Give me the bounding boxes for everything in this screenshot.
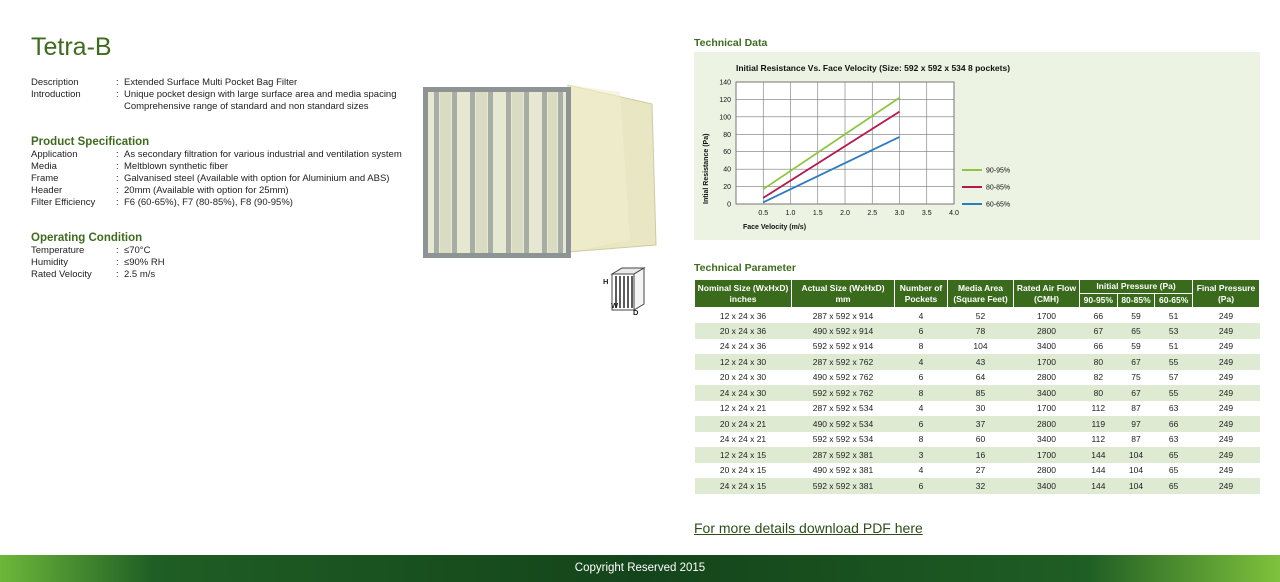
table-cell: 249 <box>1218 310 1234 321</box>
table-cell: 6 <box>918 372 924 383</box>
spec-value: ≤90% RH <box>124 257 165 268</box>
table-cell: 66 <box>1093 341 1104 352</box>
table-cell: 85 <box>948 385 1014 401</box>
table-cell: 8 <box>918 341 924 352</box>
col-header-actual: Actual Size (WxHxD) mm <box>792 280 895 308</box>
overview-row <box>31 101 444 113</box>
table-cell: 112 <box>1091 403 1106 414</box>
table-cell: 104 <box>1128 465 1144 476</box>
table-cell: 87 <box>1131 403 1141 414</box>
table-cell: 12 x 24 x 15 <box>695 447 792 463</box>
table-cell: 66 <box>1093 310 1104 321</box>
table-cell: 287 x 592 x 914 <box>812 310 874 321</box>
table-cell: 43 <box>948 354 1014 370</box>
spec-value: Galvanised steel (Available with option for Aluminium and ABS) <box>124 173 390 184</box>
operating-heading: Operating Condition <box>31 232 143 244</box>
table-cell: 55 <box>1155 354 1193 370</box>
table-cell: 32 <box>948 478 1014 494</box>
y-axis-label: Intial Resistance (Pa) <box>703 133 710 204</box>
x-tick-label: 1.5 <box>812 210 823 217</box>
table-cell: 12 x 24 x 30 <box>695 354 792 370</box>
table-cell: 249 <box>1218 341 1234 352</box>
dimension-cube-icon <box>602 264 652 318</box>
table-cell: 27 <box>975 465 986 476</box>
table-cell: 249 <box>1193 385 1260 401</box>
spec-row: Humidity : ≤90% RH <box>31 257 444 269</box>
table-cell: 249 <box>1193 478 1260 494</box>
operating-list <box>31 245 444 281</box>
table-cell: 65 <box>1117 323 1155 339</box>
table-cell: 20 x 24 x 21 <box>695 416 792 432</box>
spec-label: Media <box>31 161 57 172</box>
table-cell: 67 <box>1117 354 1155 370</box>
table-cell: 63 <box>1168 434 1179 445</box>
table-cell: 67 <box>1117 385 1155 401</box>
col-header-airflow: Rated Air Flow (CMH) <box>1014 280 1080 308</box>
x-tick-label: 1.0 <box>785 210 796 217</box>
legend-label: 80-85% <box>986 184 1011 192</box>
table-row <box>695 432 1260 448</box>
table-cell: 249 <box>1218 372 1234 383</box>
x-tick-label: 2.5 <box>867 210 878 217</box>
table-cell: 55 <box>1155 385 1193 401</box>
table-cell: 249 <box>1218 434 1234 445</box>
y-tick-label: 80 <box>723 131 731 139</box>
table-cell: 80 <box>1080 385 1118 401</box>
table-cell: 249 <box>1193 416 1260 432</box>
table-cell: 52 <box>975 310 986 321</box>
table-cell: 16 <box>948 447 1014 463</box>
spec-value: 2.5 m/s <box>124 269 156 280</box>
product-photo <box>420 80 658 258</box>
table-cell: 144 <box>1080 478 1118 494</box>
table-cell: 2800 <box>1014 323 1080 339</box>
col-header-pockets: Number of Pockets <box>895 280 948 308</box>
table-cell: 144 <box>1080 447 1118 463</box>
overview-list <box>31 77 444 113</box>
table-cell: 4 <box>918 310 924 321</box>
spec-row: Frame : Galvanised steel (Available with option for Aluminium and ABS) <box>31 173 444 185</box>
table-cell: 6 <box>895 478 948 494</box>
table-cell: 60 <box>975 434 986 445</box>
overview-row: Description : Extended Surface Multi Pocket Bag Filter <box>31 77 444 89</box>
table-cell: 51 <box>1168 310 1179 321</box>
page-title: Tetra-B <box>31 33 112 61</box>
table-cell: 3400 <box>1037 341 1056 352</box>
spec-label: Application <box>31 149 78 160</box>
table-cell: 63 <box>1168 403 1179 414</box>
table-cell: 1700 <box>1014 354 1080 370</box>
x-tick-label: 4.0 <box>949 210 959 217</box>
table-cell: 12 x 24 x 21 <box>719 403 767 414</box>
table-row <box>695 478 1260 494</box>
dimension-w-label: W <box>611 301 619 310</box>
table-cell: 104 <box>1117 447 1155 463</box>
spec-row: Application : As secondary filtration for various industrial and ventilation system <box>31 149 444 161</box>
spec-row: Header : 20mm (Available with option for 25mm) <box>31 185 444 197</box>
table-cell: 12 x 24 x 36 <box>719 310 767 321</box>
table-cell: 65 <box>1155 478 1193 494</box>
table-cell: 4 <box>895 354 948 370</box>
table-cell: 287 x 592 x 381 <box>792 447 895 463</box>
table-cell: 490 x 592 x 914 <box>792 323 895 339</box>
table-cell: 2800 <box>1014 416 1080 432</box>
table-cell: 3 <box>895 447 948 463</box>
col-header-initial-6065: 60-65% <box>1155 294 1193 308</box>
technical-data-heading: Technical Data <box>694 37 768 49</box>
table-cell: 249 <box>1193 323 1260 339</box>
spec-row: Temperature : ≤70°C <box>31 245 444 257</box>
table-cell: 144 <box>1091 465 1106 476</box>
x-tick-label: 3.5 <box>921 210 932 217</box>
spec-label: Rated Velocity <box>31 269 92 280</box>
x-tick-label: 3.0 <box>894 210 905 217</box>
spec-label: Humidity <box>31 257 68 268</box>
table-cell: 59 <box>1131 310 1141 321</box>
spec-value: Comprehensive range of standard and non standard sizes <box>124 101 369 112</box>
dimension-h-label: H <box>603 277 609 286</box>
table-cell: 30 <box>975 403 986 414</box>
table-cell: 24 x 24 x 36 <box>719 341 767 352</box>
table-cell: 2800 <box>1037 465 1056 476</box>
table-cell: 8 <box>895 385 948 401</box>
y-tick-label: 40 <box>723 166 731 174</box>
table-cell: 8 <box>918 434 924 445</box>
spec-label: Frame <box>31 173 59 184</box>
table-cell: 249 <box>1193 354 1260 370</box>
col-header-initial: Initial Pressure (Pa) <box>1080 280 1193 294</box>
table-cell: 3400 <box>1014 478 1080 494</box>
spec-value: 20mm (Available with option for 25mm) <box>124 185 289 196</box>
table-cell: 104 <box>1117 478 1155 494</box>
col-header-initial-8085: 80-85% <box>1117 294 1155 308</box>
table-row <box>695 463 1260 479</box>
table-cell: 37 <box>948 416 1014 432</box>
y-tick-label: 0 <box>727 201 731 209</box>
table-cell: 82 <box>1093 372 1104 383</box>
y-tick-label: 20 <box>723 184 731 192</box>
table-row <box>695 308 1260 324</box>
x-tick-label: 0.5 <box>758 210 769 217</box>
spec-value: F6 (60-65%), F7 (80-85%), F8 (90-95%) <box>124 197 293 208</box>
table-cell: 287 x 592 x 762 <box>792 354 895 370</box>
spec-label: Header <box>31 185 63 196</box>
table-row <box>695 416 1260 432</box>
dimension-d-label: D <box>633 308 639 317</box>
table-cell: 20 x 24 x 15 <box>719 465 767 476</box>
table-cell: 112 <box>1091 434 1106 445</box>
table-cell: 87 <box>1131 434 1141 445</box>
spec-label <box>31 101 116 113</box>
table-cell: 57 <box>1168 372 1179 383</box>
col-header-media: Media Area (Square Feet) <box>948 280 1014 308</box>
table-cell: 490 x 592 x 534 <box>792 416 895 432</box>
table-cell: 6 <box>895 416 948 432</box>
table-cell: 104 <box>973 341 988 352</box>
chart-panel <box>694 52 1260 240</box>
table-cell: 4 <box>918 465 924 476</box>
table-cell: 78 <box>948 323 1014 339</box>
legend-label: 90-95% <box>986 167 1011 175</box>
y-tick-label: 120 <box>719 96 731 104</box>
table-cell: 20 x 24 x 36 <box>695 323 792 339</box>
table-cell: 592 x 592 x 381 <box>792 478 895 494</box>
table-cell: 249 <box>1218 403 1234 414</box>
table-row <box>695 385 1260 401</box>
table-cell: 6 <box>895 323 948 339</box>
spec-row: Filter Efficiency : F6 (60-65%), F7 (80-85%), F8 (90-95%) <box>31 197 444 209</box>
table-row <box>695 354 1260 370</box>
resistance-chart <box>694 52 1260 240</box>
table-row <box>695 323 1260 339</box>
table-cell: 20 x 24 x 30 <box>719 372 767 383</box>
technical-parameter-heading: Technical Parameter <box>694 262 796 274</box>
table-cell: 1700 <box>1037 310 1056 321</box>
col-header-nominal: Nominal Size (WxHxD) inches <box>695 280 792 308</box>
product-spec-list <box>31 149 444 209</box>
table-cell: 249 <box>1218 465 1234 476</box>
spec-row: Media : Meltblown synthetic fiber <box>31 161 444 173</box>
spec-value: Extended Surface Multi Pocket Bag Filter <box>124 77 298 88</box>
table-cell: 490 x 592 x 762 <box>812 372 874 383</box>
y-tick-label: 140 <box>719 79 731 87</box>
spec-label: Introduction <box>31 89 81 100</box>
legend-label: 60-65% <box>986 201 1011 209</box>
y-tick-label: 100 <box>719 114 731 122</box>
table-row <box>695 447 1260 463</box>
table-cell: 80 <box>1080 354 1118 370</box>
copyright-text: Copyright Reserved 2015 <box>574 562 706 574</box>
table-cell: 592 x 592 x 534 <box>812 434 874 445</box>
table-cell: 64 <box>975 372 986 383</box>
spec-label: Description <box>31 77 79 88</box>
y-tick-label: 60 <box>723 149 731 157</box>
table-cell: 24 x 24 x 15 <box>695 478 792 494</box>
spec-row: Rated Velocity : 2.5 m/s <box>31 269 444 281</box>
table-cell: 592 x 592 x 762 <box>792 385 895 401</box>
footer <box>0 555 1280 582</box>
chart-title: Initial Resistance Vs. Face Velocity (Size: 592 x 592 x 534 8 pockets) <box>736 63 1011 73</box>
table-cell: 97 <box>1117 416 1155 432</box>
table-cell: 119 <box>1080 416 1118 432</box>
spec-label: Temperature <box>31 245 85 256</box>
col-header-final: Final Pressure (Pa) <box>1193 280 1260 308</box>
spec-label: Filter Efficiency <box>31 197 96 208</box>
table-row <box>695 339 1260 355</box>
parameter-table <box>694 279 1260 494</box>
spec-value: ≤70°C <box>124 245 151 256</box>
table-cell: 490 x 592 x 381 <box>812 465 874 476</box>
table-cell: 53 <box>1155 323 1193 339</box>
col-header-initial-9095: 90-95% <box>1080 294 1118 308</box>
download-pdf-link[interactable]: For more details download PDF here <box>694 520 923 536</box>
x-tick-label: 2.0 <box>840 210 850 217</box>
overview-row: Introduction : Unique pocket design with large surface area and media spacing <box>31 89 444 101</box>
table-cell: 59 <box>1131 341 1141 352</box>
table-cell: 65 <box>1168 465 1179 476</box>
table-cell: 1700 <box>1037 403 1056 414</box>
table-cell: 65 <box>1155 447 1193 463</box>
table-cell: 2800 <box>1037 372 1056 383</box>
table-cell: 24 x 24 x 30 <box>695 385 792 401</box>
table-cell: 3400 <box>1014 385 1080 401</box>
table-cell: 66 <box>1155 416 1193 432</box>
table-cell: 287 x 592 x 534 <box>812 403 874 414</box>
spec-value: Unique pocket design with large surface area and media spacing <box>124 89 397 100</box>
table-cell: 1700 <box>1014 447 1080 463</box>
spec-value: As secondary filtration for various industrial and ventilation system <box>124 149 402 160</box>
spec-value: Meltblown synthetic fiber <box>124 161 229 172</box>
table-cell: 4 <box>918 403 924 414</box>
table-cell: 75 <box>1131 372 1141 383</box>
table-cell: 592 x 592 x 914 <box>812 341 874 352</box>
table-cell: 67 <box>1080 323 1118 339</box>
table-cell: 3400 <box>1037 434 1056 445</box>
product-spec-heading: Product Specification <box>31 136 150 148</box>
x-axis-label: Face Velocity (m/s) <box>743 224 807 231</box>
table-cell: 51 <box>1168 341 1179 352</box>
table-cell: 24 x 24 x 21 <box>719 434 767 445</box>
table-cell: 249 <box>1193 447 1260 463</box>
table-row <box>695 401 1260 417</box>
table-row <box>695 370 1260 386</box>
